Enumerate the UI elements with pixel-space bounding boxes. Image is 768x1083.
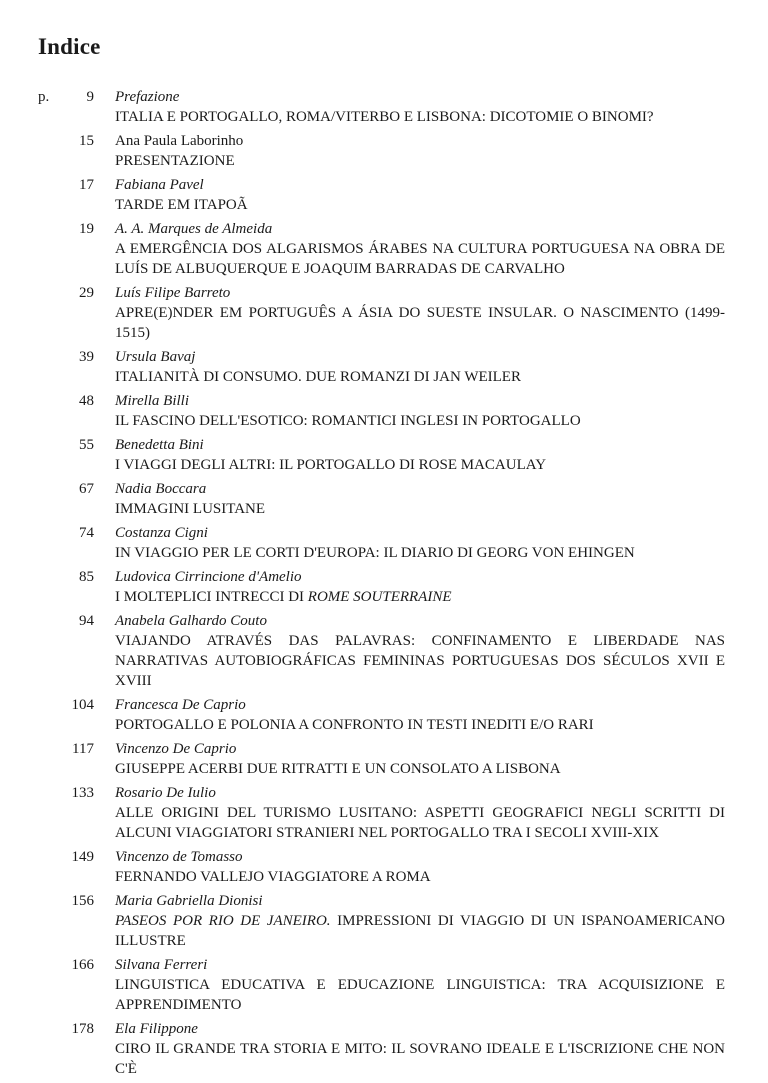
toc-entry[interactable] [0, 611, 768, 691]
toc-entry[interactable] [0, 1019, 768, 1079]
entry-title: I VIAGGI DEGLI ALTRI: IL PORTOGALLO DI ROSE MACAULAY [115, 457, 547, 473]
entry-page: 156 [71, 893, 94, 909]
toc-entry[interactable] [0, 131, 768, 171]
entry-author: Silvana Ferreri [115, 957, 208, 973]
entry-page: 166 [71, 957, 94, 973]
entry-author: Vincenzo de Tomasso [115, 849, 243, 865]
toc-entry[interactable] [0, 847, 768, 887]
entry-page: 17 [79, 177, 94, 193]
toc-entry[interactable] [0, 87, 768, 127]
entry-page: 15 [79, 133, 94, 149]
entry-page: 149 [71, 849, 94, 865]
entry-author: Nadia Boccara [115, 481, 207, 497]
entry-title-italic: ROME SOUTERRAINE [307, 589, 452, 605]
entry-author: Prefazione [115, 89, 180, 105]
entry-title: TARDE EM ITAPOÃ [115, 197, 248, 213]
entry-title [115, 911, 725, 951]
entry-page: 178 [71, 1021, 94, 1037]
entry-page: 74 [79, 525, 94, 541]
entry-title: ITALIANITÀ DI CONSUMO. DUE ROMANZI DI JAN WEILER [115, 369, 521, 385]
toc-entry[interactable] [0, 347, 768, 387]
toc-entry[interactable] [0, 955, 768, 1015]
entry-title: ITALIA E PORTOGALLO, ROMA/VITERBO E LISBONA: DICOTOMIE O BINOMI? [115, 109, 654, 125]
entry-title: VIAJANDO ATRAVÉS DAS PALAVRAS: CONFINAMENTO E LIBERDADE NAS NARRATIVAS AUTOBIOGRÁFICAS FEMININAS PORTUGUESAS DOS SÉCULOS XVII E XVIII [115, 633, 725, 689]
entry-author: Benedetta Bini [115, 437, 204, 453]
entry-title: GIUSEPPE ACERBI DUE RITRATTI E UN CONSOLATO A LISBONA [115, 761, 561, 777]
toc-entry[interactable] [0, 891, 768, 951]
toc-list [0, 87, 768, 1083]
page-prefix: p. [38, 89, 50, 105]
page-title: Indice [38, 34, 101, 59]
entry-title: IMMAGINI LUSITANE [115, 501, 266, 517]
entry-title: IL FASCINO DELL'ESOTICO: ROMANTICI INGLESI IN PORTOGALLO [115, 413, 581, 429]
toc-entry[interactable] [0, 219, 768, 279]
entry-page: 48 [79, 393, 94, 409]
entry-page: 104 [71, 697, 94, 713]
toc-entry[interactable] [0, 567, 768, 607]
entry-title-text: I MOLTEPLICI INTRECCI DI [115, 589, 308, 605]
entry-page: 67 [79, 481, 94, 497]
entry-title [115, 587, 725, 607]
toc-entry[interactable] [0, 523, 768, 563]
entry-author: Luís Filipe Barreto [115, 285, 231, 301]
entry-page: 9 [86, 89, 94, 105]
entry-title-italic: PASEOS POR RIO DE JANEIRO. [115, 913, 331, 929]
entry-author: Maria Gabriella Dionisi [115, 893, 263, 909]
entry-author: Francesca De Caprio [115, 697, 246, 713]
toc-entry[interactable] [0, 479, 768, 519]
entry-author: Mirella Billi [115, 393, 190, 409]
entry-author: Fabiana Pavel [115, 177, 204, 193]
toc-entry[interactable] [0, 283, 768, 343]
entry-author: Ludovica Cirrincione d'Amelio [115, 569, 302, 585]
entry-title: IN VIAGGIO PER LE CORTI D'EUROPA: IL DIARIO DI GEORG VON EHINGEN [115, 545, 635, 561]
entry-title: FERNANDO VALLEJO VIAGGIATORE A ROMA [115, 869, 431, 885]
entry-page: 85 [79, 569, 94, 585]
entry-author: Ursula Bavaj [115, 349, 196, 365]
entry-author: Vincenzo De Caprio [115, 741, 237, 757]
entry-author: Ana Paula Laborinho [115, 133, 244, 149]
entry-title: CIRO IL GRANDE TRA STORIA E MITO: IL SOVRANO IDEALE E L'ISCRIZIONE CHE NON C'È [115, 1041, 725, 1077]
entry-page: 94 [79, 613, 94, 629]
entry-page: 133 [71, 785, 94, 801]
entry-author: Ela Filippone [115, 1021, 198, 1037]
entry-title-text: IMPRESSIONI DI VIAGGIO DI UN ISPANOAMERICANO ILLUSTRE [115, 913, 725, 949]
entry-title: PRESENTAZIONE [115, 153, 235, 169]
toc-entry[interactable] [0, 175, 768, 215]
entry-page: 117 [72, 741, 94, 757]
entry-page: 55 [79, 437, 94, 453]
entry-title: APRE(E)NDER EM PORTUGUÊS A ÁSIA DO SUESTE INSULAR. O NASCIMENTO (1499-1515) [115, 305, 725, 341]
toc-entry[interactable] [0, 391, 768, 431]
entry-author: Costanza Cigni [115, 525, 208, 541]
entry-author: Anabela Galhardo Couto [115, 613, 267, 629]
entry-page: 39 [79, 349, 94, 365]
entry-author: Rosario De Iulio [115, 785, 216, 801]
toc-entry[interactable] [0, 435, 768, 475]
entry-title: PORTOGALLO E POLONIA A CONFRONTO IN TESTI INEDITI E/O RARI [115, 717, 594, 733]
toc-entry[interactable] [0, 783, 768, 843]
entry-page: 29 [79, 285, 94, 301]
entry-title: ALLE ORIGINI DEL TURISMO LUSITANO: ASPETTI GEOGRAFICI NEGLI SCRITTI DI ALCUNI VIAGGIATORI STRANIERI NEL PORTOGALLO TRA I SECOLI XVIII-XIX [115, 805, 725, 841]
entry-author: A. A. Marques de Almeida [115, 221, 273, 237]
toc-entry[interactable] [0, 695, 768, 735]
entry-title: A EMERGÊNCIA DOS ALGARISMOS ÁRABES NA CULTURA PORTUGUESA NA OBRA DE LUÍS DE ALBUQUERQUE E JOAQUIM BARRADAS DE CARVALHO [115, 241, 725, 277]
toc-entry[interactable] [0, 739, 768, 779]
entry-title: LINGUISTICA EDUCATIVA E EDUCAZIONE LINGUISTICA: TRA ACQUISIZIONE E APPRENDIMENTO [115, 977, 725, 1013]
entry-page: 19 [79, 221, 94, 237]
